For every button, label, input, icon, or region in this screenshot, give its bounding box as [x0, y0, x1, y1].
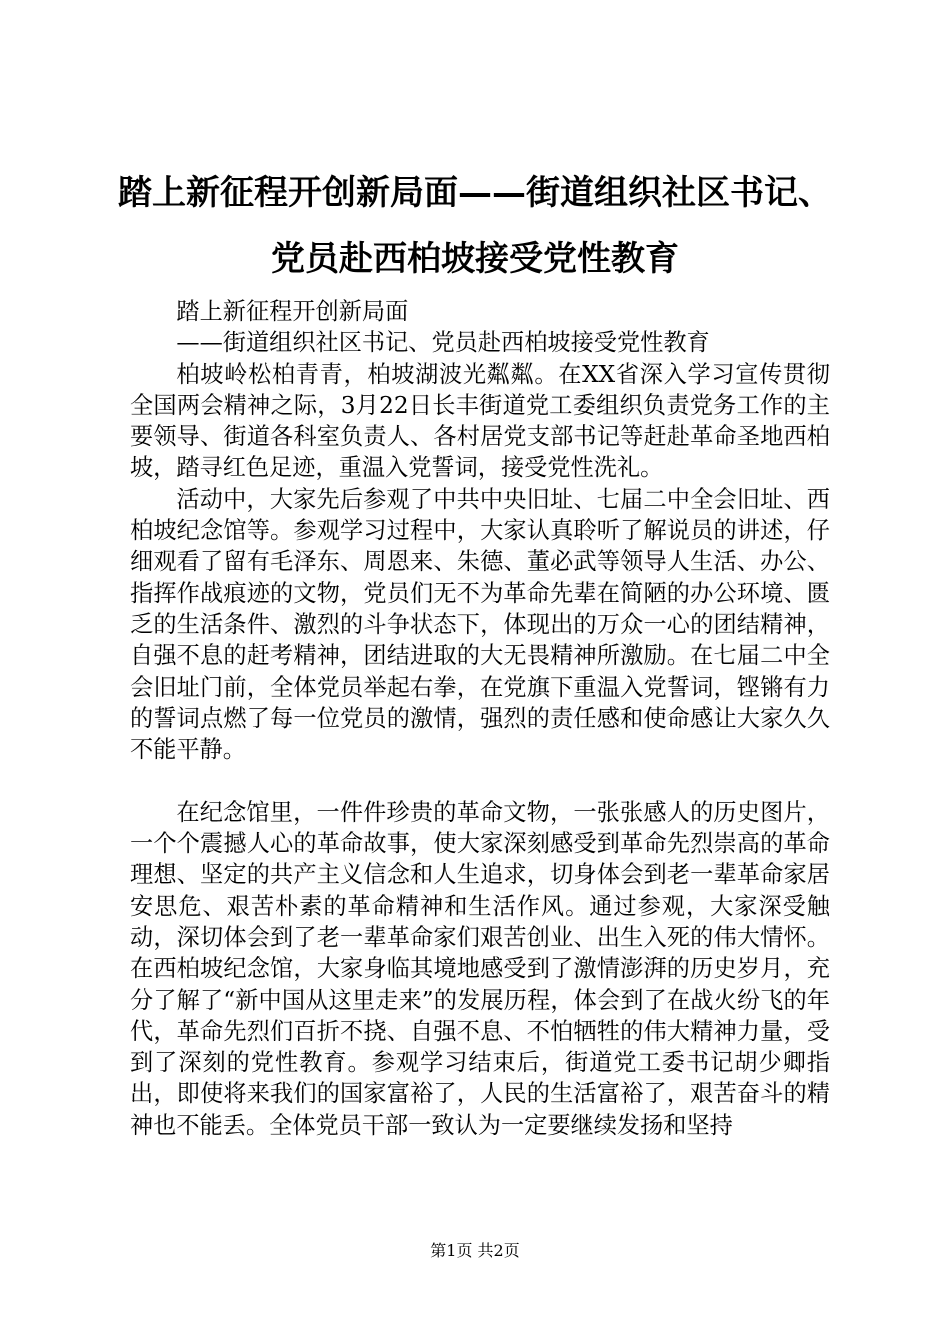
paragraph-2: 活动中，大家先后参观了中共中央旧址、七届二中全会旧址、西柏坡纪念馆等。参观学习过程中，大家认真聆听了解说员的讲述，仔细观看了留有毛泽东、周恩来、朱德、董必武等领导人生活、办公、指挥作战痕迹的文物，党员们无不为革命先辈在简陋的办公环境、匮乏的生活条件、激烈的斗争状态下，体现出的万众一心的团结精神，自强不息的赶考精神，团结进取的大无畏精神所激励。在七届二中全会旧址门前，全体党员举起右拳，在党旗下重温入党誓词，铿锵有力的誓词点燃了每一位党员的激情，强烈的责任感和使命感让大家久久不能平静。: [130, 485, 830, 764]
subtitle-line-1: 踏上新征程开创新局面: [176, 298, 409, 325]
paragraph-1: 柏坡岭松柏青青，柏坡湖波光粼粼。在XX省深入学习宣传贯彻全国两会精神之际，3月22日长丰街道党工委组织负责党务工作的主要领导、街道各科室负责人、各村居党支部书记等赶赴革命圣地西柏坡，踏寻红色足迹，重温入党誓词，接受党性洗礼。: [130, 360, 830, 482]
paragraph-3: 在纪念馆里，一件件珍贵的革命文物，一张张感人的历史图片，一个个震撼人心的革命故事，使大家深刻感受到革命先烈崇高的革命理想、坚定的共产主义信念和人生追求，切身体会到老一辈革命家居安思危、艰苦朴素的革命精神和生活作风。通过参观，大家深受触动，深切体会到了老一辈革命家们艰苦创业、出生入死的伟大情怀。在西柏坡纪念馆，大家身临其境地感受到了激情澎湃的历史岁月，充分了解了“新中国从这里走来”的发展历程，体会到了在战火纷飞的年代，革命先烈们百折不挠、自强不息、不怕牺牲的伟大精神力量，受到了深刻的党性教育。参观学习结束后，街道党工委书记胡少卿指出，即使将来我们的国家富裕了，人民的生活富裕了，艰苦奋斗的精神也不能丢。全体党员干部一致认为一定要继续发扬和坚持: [130, 798, 830, 1139]
page-footer: 第1页 共2页: [430, 1241, 520, 1260]
paragraph-spacer: [130, 765, 830, 796]
title-line-2: 党员赴西柏坡接受党性教育: [271, 239, 679, 279]
subtitle-line-2: ——街道组织社区书记、党员赴西柏坡接受党性教育: [176, 329, 710, 357]
document-body: [130, 296, 830, 1141]
document-title: [60, 160, 890, 292]
title-line-1: 踏上新征程开创新局面——街道组织社区书记、: [118, 173, 832, 213]
